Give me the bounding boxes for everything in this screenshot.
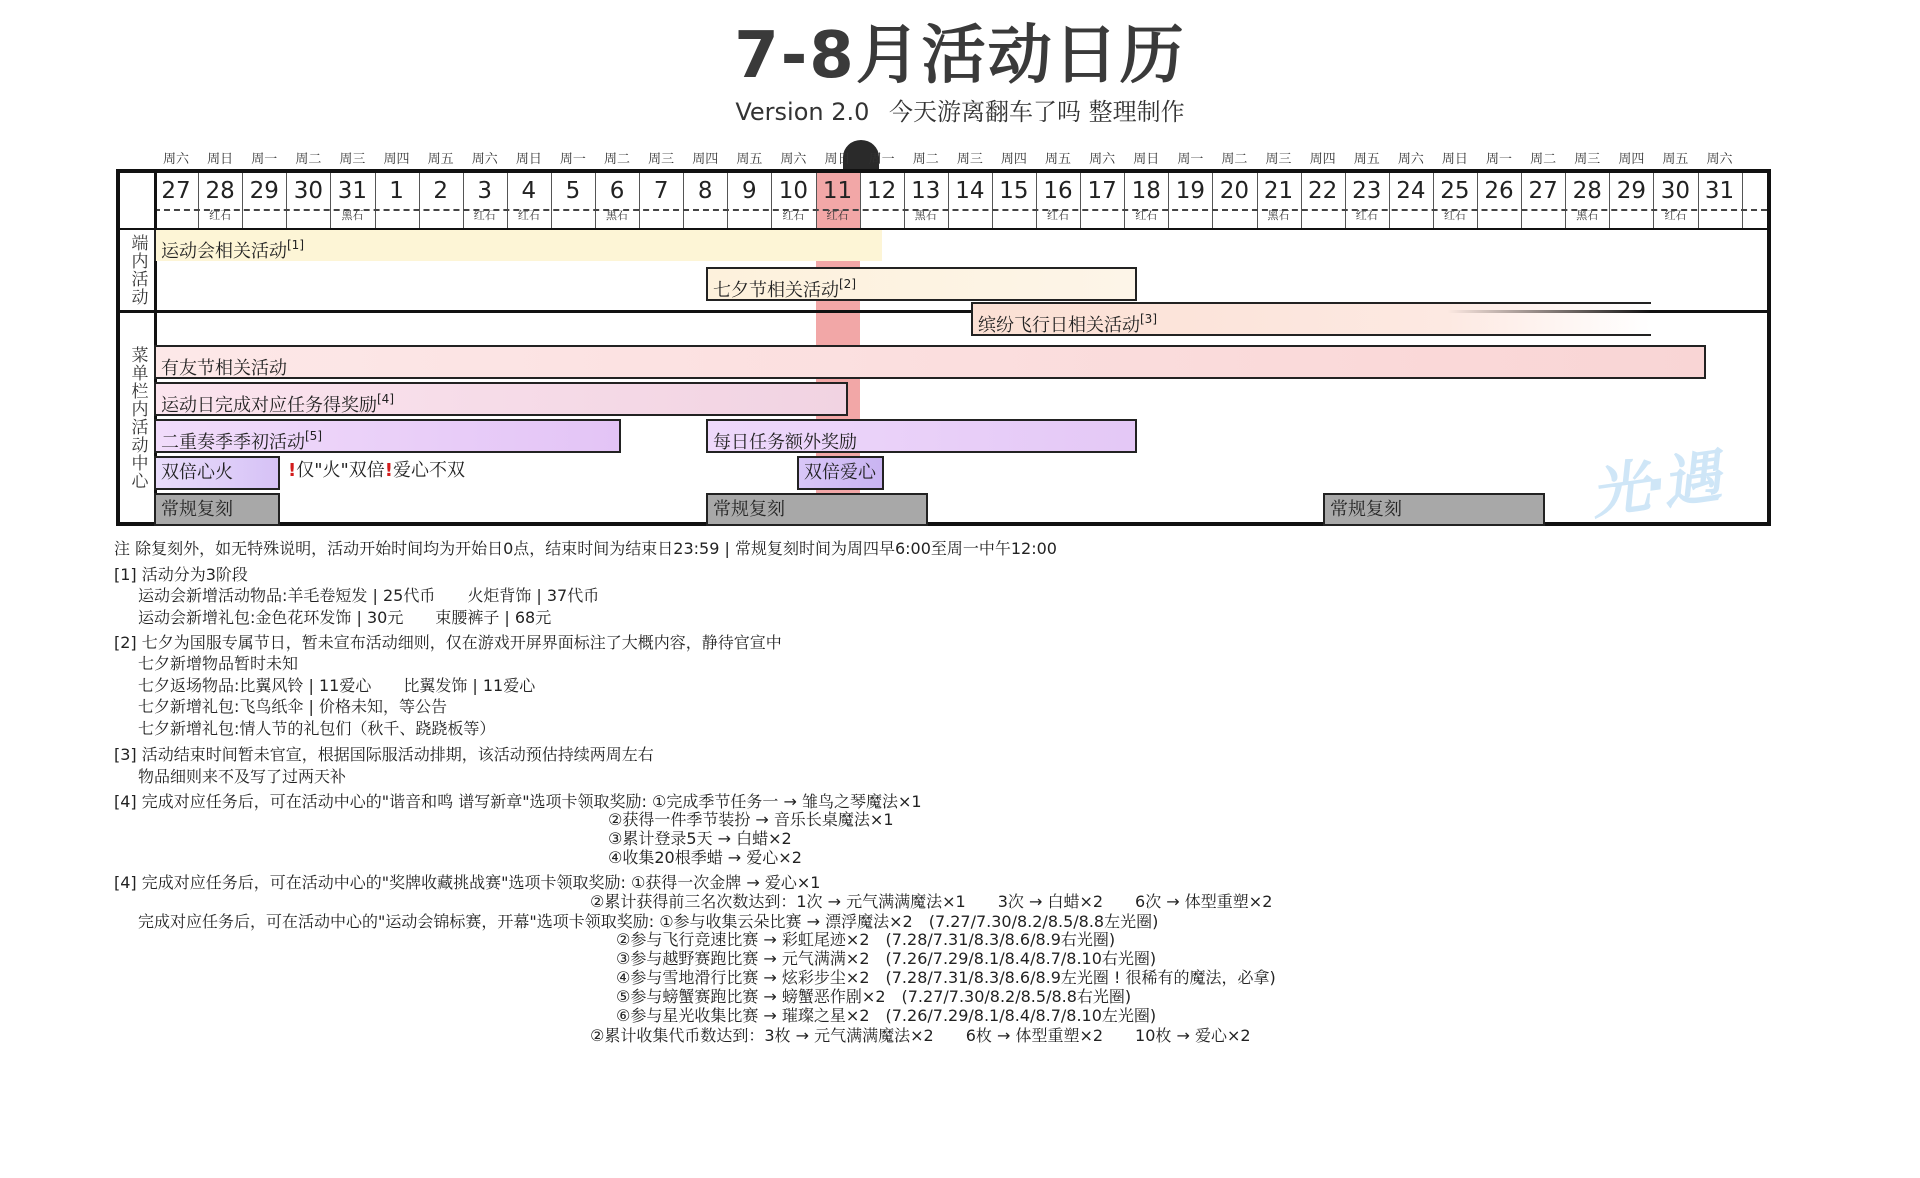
weekday-label: 周三: [339, 152, 366, 167]
double-fire-note: !仅"火"双倍!爱心不双: [288, 460, 465, 481]
date-column-divider: [419, 173, 420, 228]
date-number: 4: [521, 178, 537, 204]
weekday-label: 周四: [1309, 152, 1336, 167]
note-line: 七夕新增礼包:飞鸟纸伞 | 价格未知，等公告: [138, 697, 447, 716]
date-column-divider: [860, 173, 861, 228]
page-title: 7-8月活动日历: [734, 19, 1186, 93]
date-column-divider: [639, 173, 640, 228]
note-line: ④收集20根季蜡 → 爱心×2: [608, 848, 802, 867]
note-line: 运动会新增礼包:金色花环发饰 | 30元 束腰裤子 | 68元: [138, 608, 552, 627]
bar-rerun-1: 常规复刻: [154, 493, 280, 526]
weekday-label: 周五: [1045, 152, 1072, 167]
date-column-divider: [1477, 173, 1478, 228]
date-column-divider: [1168, 173, 1169, 228]
game-logo-watermark: 光·遇: [1586, 442, 1721, 528]
date-stone-tag: 红石: [1664, 209, 1687, 222]
date-stone-tag: 红石: [1047, 209, 1070, 222]
weekday-label: 周二: [295, 152, 322, 167]
weekday-label: 周五: [427, 152, 454, 167]
weekday-label: 周六: [1706, 152, 1733, 167]
bar-double-heart-fire: 双倍心火: [154, 456, 280, 490]
date-number: 26: [1484, 178, 1514, 204]
date-number: 10: [778, 178, 809, 204]
weekday-label: 周一: [1177, 152, 1204, 167]
date-column-divider: [463, 173, 464, 228]
date-stone-tag: 黑石: [606, 209, 629, 222]
date-column-divider: [1521, 173, 1522, 228]
weekday-label: 周三: [648, 152, 675, 167]
note-line: 七夕返场物品:比翼风铃 | 11爱心 比翼发饰 | 11爱心: [138, 676, 536, 695]
date-number: 16: [1043, 178, 1073, 204]
date-column-divider: [1609, 173, 1610, 228]
date-stone-tag: 红石: [1443, 209, 1466, 222]
date-column-divider: [198, 173, 199, 228]
date-column-divider: [595, 173, 596, 228]
bar-rerun-3: 常规复刻: [1323, 493, 1545, 526]
date-column-divider: [1301, 173, 1302, 228]
page-subtitle: [0, 96, 1920, 128]
date-stone-tag: 红石: [1355, 209, 1378, 222]
date-stone-tag: 黑石: [341, 209, 364, 222]
date-column-divider: [1565, 173, 1566, 228]
date-column-divider: [1433, 173, 1434, 228]
date-number: 28: [205, 178, 235, 204]
note-line: ②累计获得前三名次数达到：1次 → 元气满满魔法×1 3次 → 白蜡×2 6次 → 体型重塑×2: [590, 892, 1273, 911]
date-tag-divider: [154, 209, 1767, 211]
bar-qixi-activity: 七夕节相关活动[2]: [706, 267, 1137, 301]
date-column-divider: [242, 173, 243, 228]
section-label-menu-center: 菜单栏内活动中心: [127, 346, 148, 490]
date-column-divider: [683, 173, 684, 228]
weekday-label: 周三: [956, 152, 983, 167]
weekday-label: 周二: [604, 152, 631, 167]
date-column-divider: [1080, 173, 1081, 228]
date-column-divider: [904, 173, 905, 228]
date-number: 23: [1352, 178, 1382, 204]
date-stone-tag: 黑石: [914, 209, 937, 222]
date-stone-tag: 红石: [1135, 209, 1158, 222]
version-label: Version 2.0: [735, 98, 870, 126]
weekday-label: 周二: [912, 152, 939, 167]
weekday-label: 周六: [780, 152, 807, 167]
note-line: 运动会新增活动物品:羊毛卷短发 | 25代币 火炬背饰 | 37代币: [138, 586, 600, 605]
date-column-divider: [1742, 173, 1743, 228]
date-column-divider: [1653, 173, 1654, 228]
date-stone-tag: 黑石: [1267, 209, 1290, 222]
weekday-label: 周六: [1089, 152, 1116, 167]
date-number: 13: [911, 178, 941, 204]
date-number: 25: [1440, 178, 1470, 204]
date-number: 3: [477, 178, 493, 204]
note-line: ②参与飞行竞速比赛 → 彩虹尾迹×2 (7.28/7.31/8.3/8.6/8.9右光圈): [616, 930, 1116, 949]
date-number: 27: [161, 178, 191, 204]
weekday-label: 周一: [559, 152, 586, 167]
note-line: [2] 七夕为国服专属节日，暂未宣布活动细则，仅在游戏开屏界面标注了大概内容，静待官宣中: [114, 633, 782, 652]
date-column-divider: [286, 173, 287, 228]
date-number: 5: [565, 178, 581, 204]
date-number: 7: [653, 178, 669, 204]
bar-flight-day-activity: 缤纷飞行日相关活动[3]: [971, 302, 1651, 336]
credit-label: 今天游离翻车了吗 整理制作: [889, 98, 1185, 126]
date-number: 28: [1572, 178, 1602, 204]
date-number: 29: [1616, 178, 1646, 204]
note-line: 完成对应任务后，可在活动中心的"运动会锦标赛，开幕"选项卡领取奖励: ①参与收集云朵比赛 → 漂浮魔法×2 (7.27/7.30/8.2/8.5/8.8左光圈): [138, 912, 1159, 931]
date-column-divider: [1212, 173, 1213, 228]
date-number: 31: [337, 178, 368, 204]
date-column-divider: [1389, 173, 1390, 228]
bar-daily-task-bonus: 每日任务额外奖励: [706, 419, 1137, 453]
date-column-divider: [771, 173, 772, 228]
date-number: 22: [1308, 178, 1338, 204]
weekday-label: 周六: [471, 152, 498, 167]
bar-double-heart: 双倍爱心: [797, 456, 884, 490]
date-column-divider: [948, 173, 949, 228]
date-column-divider: [330, 173, 331, 228]
date-number: 1: [389, 178, 404, 204]
date-column-divider: [507, 173, 508, 228]
weekday-label: 周三: [1574, 152, 1601, 167]
bar-sports-activity: 运动会相关活动[1]: [154, 230, 882, 261]
note-line: [4] 完成对应任务后，可在活动中心的"谐音和鸣 谱写新章"选项卡领取奖励: ①完成季节任务一 → 雏鸟之琴魔法×1: [114, 792, 922, 811]
bar-sports-day-rewards: 运动日完成对应任务得奖励[4]: [154, 382, 848, 416]
weekday-label: 周二: [1221, 152, 1248, 167]
weekday-label: 周四: [692, 152, 719, 167]
date-number: 9: [742, 178, 757, 204]
date-number: 12: [867, 178, 897, 204]
date-column-divider: [1036, 173, 1037, 228]
date-number: 21: [1263, 178, 1294, 204]
date-stone-tag: 红石: [209, 209, 232, 222]
weekday-label: 周六: [1397, 152, 1424, 167]
date-number: 27: [1528, 178, 1558, 204]
note-line: ②获得一件季节装扮 → 音乐长桌魔法×1: [608, 810, 894, 829]
date-number: 30: [293, 178, 323, 204]
date-number: 11: [822, 178, 853, 204]
note-line: [1] 活动分为3阶段: [114, 565, 248, 584]
weekday-label: 周日: [207, 152, 234, 167]
weekday-label: 周四: [1000, 152, 1027, 167]
date-number: 6: [609, 178, 625, 204]
date-stone-tag: 红石: [517, 209, 540, 222]
bar-rerun-2: 常规复刻: [706, 493, 928, 526]
note-line: ③参与越野赛跑比赛 → 元气满满×2 (7.26/7.29/8.1/8.4/8.7/8.10右光圈): [616, 949, 1157, 968]
date-column-divider: [551, 173, 552, 228]
note-line: 物品细则来不及写了过两天补: [138, 767, 347, 786]
date-number: 15: [999, 178, 1029, 204]
weekday-label: 周四: [383, 152, 410, 167]
date-column-divider: [1345, 173, 1346, 228]
date-number: 17: [1087, 178, 1117, 204]
note-line: ④参与雪地滑行比赛 → 炫彩步尘×2 (7.28/7.31/8.3/8.6/8.9左光圈 ! 很稀有的魔法，必拿): [616, 968, 1276, 987]
date-column-divider: [992, 173, 993, 228]
date-stone-tag: 红石: [782, 209, 805, 222]
date-number: 2: [433, 178, 448, 204]
weekday-label: 周日: [824, 152, 851, 167]
date-number: 19: [1175, 178, 1205, 204]
bar-duet-season-start: 二重奏季季初活动[5]: [154, 419, 621, 453]
date-number: 29: [249, 178, 279, 204]
date-stone-tag: 红石: [826, 209, 849, 222]
date-number: 20: [1219, 178, 1250, 204]
note-line: 注 除复刻外，如无特殊说明，活动开始时间均为开始日0点，结束时间为结束日23:59 | 常规复刻时间为周四早6:00至周一中午12:00: [114, 539, 1057, 558]
weekday-label: 周五: [736, 152, 763, 167]
date-number: 24: [1396, 178, 1426, 204]
weekday-label: 周日: [515, 152, 542, 167]
weekday-label: 周一: [868, 152, 895, 167]
date-number: 30: [1660, 178, 1691, 204]
weekday-label: 周三: [1265, 152, 1292, 167]
date-number: 14: [955, 178, 985, 204]
weekday-label: 周一: [251, 152, 278, 167]
note-line: ⑥参与星光收集比赛 → 璀璨之星×2 (7.26/7.29/8.1/8.4/8.7/8.10左光圈): [616, 1006, 1157, 1025]
weekday-label: 周五: [1662, 152, 1689, 167]
weekday-label: 周六: [163, 152, 190, 167]
date-column-divider: [1257, 173, 1258, 228]
weekday-label: 周日: [1441, 152, 1468, 167]
weekday-label: 周四: [1618, 152, 1645, 167]
note-line: 七夕新增礼包:情人节的礼包们（秋千、跷跷板等）: [138, 719, 496, 738]
note-line: ⑤参与螃蟹赛跑比赛 → 螃蟹恶作剧×2 (7.27/7.30/8.2/8.5/8.8右光圈): [616, 987, 1132, 1006]
date-column-divider: [727, 173, 728, 228]
date-number: 18: [1131, 178, 1161, 204]
date-column-divider: [375, 173, 376, 228]
weekday-label: 周二: [1530, 152, 1557, 167]
weekday-label: 周一: [1486, 152, 1513, 167]
date-number: 8: [697, 178, 713, 204]
weekday-label: 周日: [1133, 152, 1160, 167]
date-stone-tag: 红石: [473, 209, 496, 222]
weekday-label: 周五: [1353, 152, 1380, 167]
note-line: ③累计登录5天 → 白蜡×2: [608, 829, 792, 848]
date-column-divider: [1698, 173, 1699, 228]
date-column-divider: [1124, 173, 1125, 228]
date-number: 31: [1704, 178, 1735, 204]
note-line: [4] 完成对应任务后，可在活动中心的"奖牌收藏挑战赛"选项卡领取奖励: ①获得一次金牌 → 爱心×1: [114, 873, 821, 892]
activity-calendar: [116, 169, 1771, 526]
note-line: ②累计收集代币数达到：3枚 → 元气满满魔法×2 6枚 → 体型重塑×2 10枚 → 爱心×2: [590, 1026, 1251, 1045]
note-line: [3] 活动结束时间暂未官宣，根据国际服活动排期，该活动预估持续两周左右: [114, 745, 654, 764]
date-column-divider: [816, 173, 817, 228]
bar-friend-festival: 有友节相关活动: [154, 345, 1706, 379]
section-label-in-game: 端内活动: [127, 234, 148, 306]
note-line: 七夕新增物品暂时未知: [138, 654, 299, 673]
date-stone-tag: 黑石: [1576, 209, 1599, 222]
